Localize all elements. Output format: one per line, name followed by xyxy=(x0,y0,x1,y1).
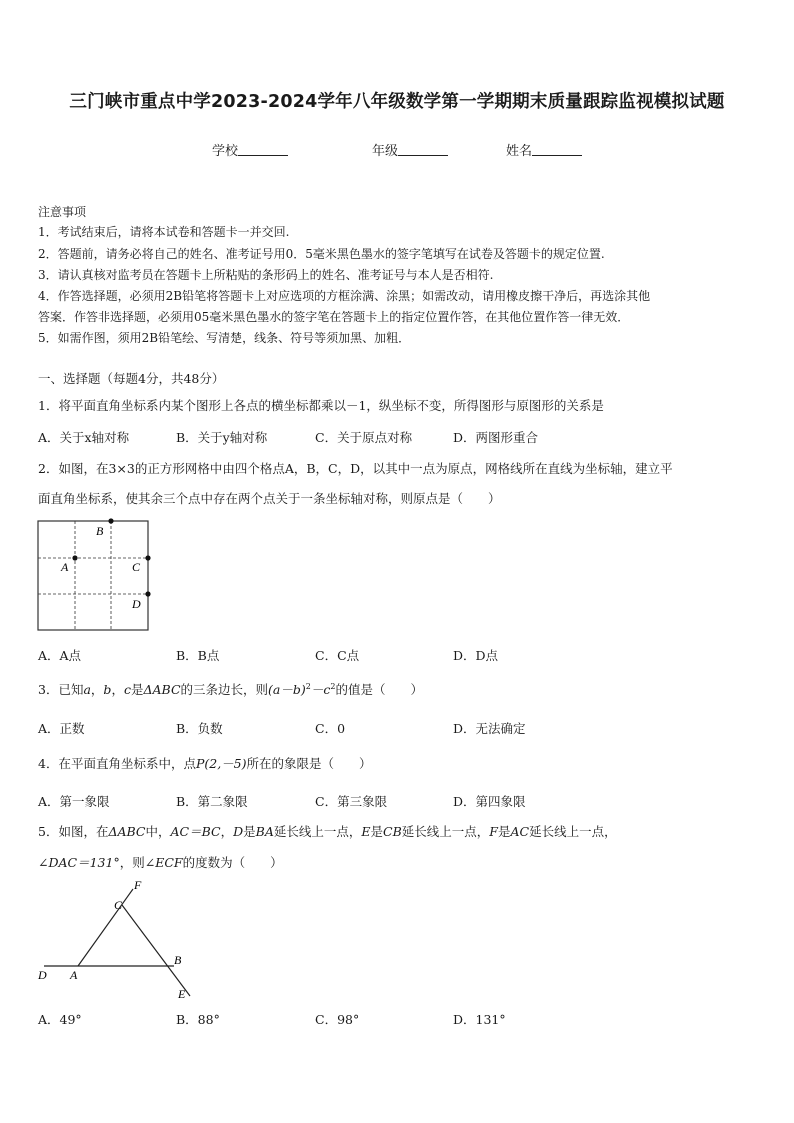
q5-option-a[interactable]: A．49° xyxy=(38,1012,82,1027)
q4-text-2: 所在的象限是（ ） xyxy=(246,756,372,771)
q5-line1-seg-4: ， xyxy=(220,824,234,839)
q3-option-d[interactable]: D．无法确定 xyxy=(453,721,526,736)
q3-var-c: c xyxy=(123,682,131,697)
q3-var-a: a xyxy=(83,682,91,697)
grade-label: 年级 xyxy=(372,144,399,159)
q5-line1-seg-11: CB xyxy=(383,824,402,839)
q1-option-b[interactable]: B．关于y轴对称 xyxy=(176,430,268,445)
q3-text-2: 是 xyxy=(130,682,144,697)
point-d xyxy=(145,591,150,596)
section-heading: 一、选择题（每题4分，共48分） xyxy=(38,371,225,386)
q5-line1-seg-12: 延长线上一点， xyxy=(401,824,490,839)
grade-field[interactable] xyxy=(372,140,448,159)
q5-line1-seg-6: 是 xyxy=(243,824,256,839)
q3-option-b[interactable]: B．负数 xyxy=(176,721,223,736)
q3-text-3: 的三条边长，则 xyxy=(180,682,269,697)
page-title: 三门峡市重点中学2023-2024学年八年级数学第一学期期末质量跟踪监视模拟试题 xyxy=(69,92,725,112)
label-d: D xyxy=(38,968,47,982)
q3-option-a[interactable]: A．正数 xyxy=(38,721,85,736)
line-af xyxy=(78,889,133,966)
q5-line2-seg-0: ∠DAC＝131° xyxy=(38,855,120,870)
q5-line2-seg-1: ，则 xyxy=(119,855,145,870)
q5-line1-seg-9: E xyxy=(361,824,371,839)
q3-sep-2: ， xyxy=(111,682,124,697)
q1-stem: 1．将平面直角坐标系内某个图形上各点的横坐标都乘以－1，纵坐标不变，所得图形与原图形的关系是 xyxy=(38,398,604,413)
q2-stem-line2: 面直角坐标系，使其余三个点中存在两个点关于一条坐标轴对称，则原点是（ ） xyxy=(38,491,501,506)
q2-grid-figure xyxy=(34,516,156,636)
q2-option-b[interactable]: B．B点 xyxy=(176,648,220,663)
q3-expr: (a－b) xyxy=(268,682,306,697)
notice-item-5: 5．如需作图，须用2B铅笔绘、写清楚，线条、符号等须加黑、加粗． xyxy=(38,331,411,345)
label-b: B xyxy=(174,953,182,967)
q5-option-c[interactable]: C．98° xyxy=(315,1012,360,1027)
notice-item-4-cont: 答案．作答非选择题，必须用05毫米黑色墨水的签字笔在答题卡上的指定位置作答，在其他位置作答一律无效． xyxy=(38,310,630,324)
q1-option-a[interactable]: A．关于x轴对称 xyxy=(38,430,130,445)
q3-stem xyxy=(38,680,423,698)
q2-stem-line1: 2．如图，在3×3的正方形网格中由四个格点A，B，C，D，以其中一点为原点，网格线所在直线为坐标轴，建立平 xyxy=(38,461,673,476)
label-d: D xyxy=(132,597,141,611)
label-c: C xyxy=(132,560,141,574)
q5-line1-seg-8: 延长线上一点， xyxy=(273,824,362,839)
q5-line1-seg-16: 延长线上一点， xyxy=(529,824,617,839)
q3-exp-2: 2 xyxy=(330,681,336,691)
point-b xyxy=(108,518,113,523)
q1-option-d[interactable]: D．两图形重合 xyxy=(453,430,539,445)
q5-stem-line1 xyxy=(38,822,617,840)
label-a: A xyxy=(61,560,69,574)
point-c xyxy=(145,555,150,560)
q5-triangle-figure xyxy=(34,872,204,1004)
q3-option-c[interactable]: C．0 xyxy=(315,721,346,736)
q4-point: P(2,－5) xyxy=(195,756,247,771)
label-e: E xyxy=(178,987,186,1001)
q5-line2-seg-3: 的度数为（ ） xyxy=(182,855,283,870)
q4-option-c[interactable]: C．第三象限 xyxy=(315,794,388,809)
notice-item-4: 4．作答选择题，必须用2B铅笔将答题卡上对应选项的方框涂满、涂黑；如需改动，请用橡皮擦干净后，再选涂其他 xyxy=(38,289,651,303)
q5-line1-seg-10: 是 xyxy=(370,824,384,839)
line-ce xyxy=(122,905,190,996)
school-field[interactable] xyxy=(212,140,288,159)
q5-option-b[interactable]: B．88° xyxy=(176,1012,220,1027)
q3-text-1: 3．已知 xyxy=(38,682,84,697)
name-blank[interactable] xyxy=(532,143,582,156)
q4-option-d[interactable]: D．第四象限 xyxy=(453,794,526,809)
q3-text-4: 的值是（ ） xyxy=(335,682,423,697)
q3-triangle: ΔABC xyxy=(143,682,181,697)
q2-option-a[interactable]: A．A点 xyxy=(38,648,82,663)
school-label: 学校 xyxy=(212,144,239,159)
notice-item-3: 3．请认真核对监考员在答题卡上所粘贴的条形码上的姓名、准考证号与本人是否相符. xyxy=(38,268,494,282)
notice-item-1: 1．考试结束后，请将本试卷和答题卡一并交回. xyxy=(38,225,290,239)
q5-line1-seg-7: BA xyxy=(255,824,274,839)
q3-sep-1: ， xyxy=(90,682,104,697)
point-a xyxy=(72,555,77,560)
name-field[interactable] xyxy=(506,140,582,159)
q3-var-b: b xyxy=(103,682,112,697)
q5-line1-seg-2: 中， xyxy=(145,824,171,839)
q5-line1-seg-5: D xyxy=(233,824,244,839)
grade-blank[interactable] xyxy=(398,143,448,156)
q5-line1-seg-1: ΔABC xyxy=(108,824,146,839)
q4-option-b[interactable]: B．第二象限 xyxy=(176,794,248,809)
q5-line1-seg-0: 5．如图，在 xyxy=(38,824,109,839)
label-a: A xyxy=(70,968,78,982)
q5-option-d[interactable]: D．131° xyxy=(453,1012,506,1027)
q2-option-d[interactable]: D．D点 xyxy=(453,648,499,663)
q1-option-c[interactable]: C．关于原点对称 xyxy=(315,430,413,445)
notice-item-2: 2．答题前，请务必将自己的姓名、准考证号用0．5毫米黑色墨水的签字笔填写在试卷及答题卡的规定位置. xyxy=(38,247,605,261)
q5-line1-seg-3: AC＝BC xyxy=(170,824,221,839)
q5-stem-line2 xyxy=(38,853,283,871)
q5-line1-seg-14: 是 xyxy=(497,824,511,839)
q5-line2-seg-2: ∠ECF xyxy=(144,855,183,870)
q5-line1-seg-15: AC xyxy=(510,824,530,839)
notice-heading: 注意事项 xyxy=(38,205,87,219)
q2-option-c[interactable]: C．C点 xyxy=(315,648,360,663)
school-blank[interactable] xyxy=(238,143,288,156)
q5-line1-seg-13: F xyxy=(489,824,498,839)
grid-border xyxy=(38,521,148,630)
name-label: 姓名 xyxy=(506,144,533,159)
q4-option-a[interactable]: A．第一象限 xyxy=(38,794,110,809)
q4-stem xyxy=(38,754,372,772)
label-f: F xyxy=(134,878,142,892)
q3-exp-1: 2 xyxy=(305,681,311,691)
label-c: C xyxy=(114,898,123,912)
q3-minus-c: －c xyxy=(310,682,331,697)
label-b: B xyxy=(96,524,104,538)
q4-text-1: 4．在平面直角坐标系中，点 xyxy=(38,756,196,771)
